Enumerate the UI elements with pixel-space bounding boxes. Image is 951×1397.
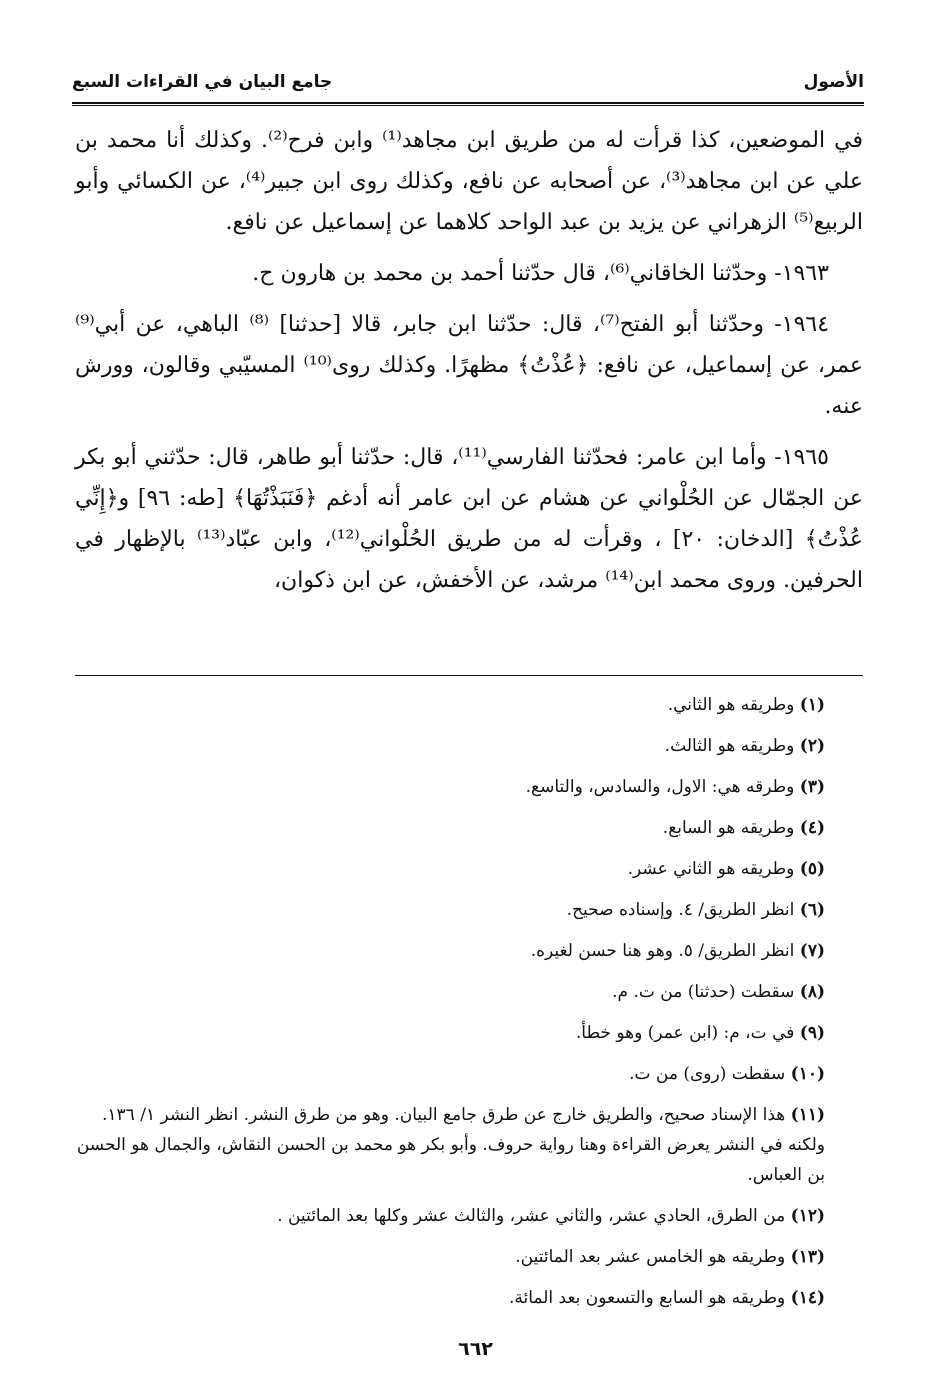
footnote-13 xyxy=(75,1242,825,1272)
footnote-text: في ت، م: (ابن عمر) وهو خطأ. xyxy=(575,1023,795,1043)
footnote-text: وطريقه هو السابع والتسعون بعد المائة. xyxy=(508,1288,786,1308)
footnote-number: (١٠) xyxy=(790,1064,825,1084)
footnote-text: وطريقه هو الثاني عشر. xyxy=(627,859,795,879)
paragraph-1965: ١٩٦٥- وأما ابن عامر: فحدّثنا الفارسي⁽¹¹⁾، قال: حدّثنا أبو طاهر، قال: حدّثني أبو بكر عن الجمّال عن الحُلْواني عن هشام عن ابن عامر أنه أدغم ﴿فَنَبَذْتُهَا﴾ [طه: ٩٦] و﴿إِنِّي عُذْتُ﴾ [الدخان: ٢٠] ، وقرأت له من طريق الحُلْواني⁽¹²⁾، وابن عبّاد⁽¹³⁾ بالإظهار في الحرفين. وروى محمد ابن⁽¹⁴⁾ مرشد، عن الأخفش، عن ابن ذكوان، xyxy=(75,445,864,593)
footnote-2 xyxy=(75,731,825,761)
footnote-text: انظر الطريق/ ٥. وهو هنا حسن لغيره. xyxy=(530,941,795,961)
footnote-7 xyxy=(75,936,825,966)
footnote-text: وطرقه هي: الاول، والسادس، والتاسع. xyxy=(525,777,795,797)
footnote-text: وطريقه هو الثالث. xyxy=(664,736,795,756)
footnote-separator xyxy=(75,675,863,676)
footnote-12 xyxy=(75,1201,825,1231)
footnote-number: (٩) xyxy=(799,1023,825,1043)
footnote-number: (١٢) xyxy=(790,1206,825,1226)
page-number: ٦٦٢ xyxy=(458,1338,493,1360)
footnote-text: وطريقه هو السابع. xyxy=(662,818,795,838)
footnote-number: (٥) xyxy=(799,859,825,879)
footnote-number: (١) xyxy=(799,695,825,715)
footnote-text: من الطرق، الحادي عشر، والثاني عشر، والثالث عشر وكلها بعد المائتين . xyxy=(277,1206,786,1226)
footnote-6 xyxy=(75,895,825,925)
footnote-5 xyxy=(75,854,825,884)
header-rule xyxy=(72,102,864,106)
footnote-number: (١١) xyxy=(790,1105,825,1125)
footnote-number: (٧) xyxy=(799,941,825,961)
footnote-1 xyxy=(75,690,825,720)
running-header xyxy=(72,66,864,100)
main-text xyxy=(75,120,863,611)
book-title: جامع البيان في القراءات السبع xyxy=(72,72,333,92)
footnote-number: (١٤) xyxy=(790,1288,825,1308)
footnote-text: انظر الطريق/ ٤. وإسناده صحيح. xyxy=(566,900,795,920)
paragraph-continuation: في الموضعين، كذا قرأت له من طريق ابن مجاهد⁽¹⁾ وابن فرح⁽²⁾. وكذلك أنا محمد بن علي عن ابن مجاهد⁽³⁾، عن أصحابه عن نافع، وكذلك روى ابن جبير⁽⁴⁾، عن الكسائي وأبو الربيع⁽⁵⁾ الزهراني عن يزيد بن عبد الواحد كلاهما عن إسماعيل عن نافع. xyxy=(75,128,863,235)
footnote-number: (٨) xyxy=(799,982,825,1002)
footnote-text: وطريقه هو الخامس عشر بعد المائتين. xyxy=(515,1247,786,1267)
footnote-text: سقطت (روى) من ت. xyxy=(629,1064,786,1084)
footnote-10 xyxy=(75,1059,825,1089)
footnote-text: وطريقه هو الثاني. xyxy=(667,695,795,715)
footnote-number: (٦) xyxy=(799,900,825,920)
footnote-number: (٣) xyxy=(799,777,825,797)
footnotes xyxy=(75,690,825,1324)
footnote-8 xyxy=(75,977,825,1007)
footnote-4 xyxy=(75,813,825,843)
footnote-14 xyxy=(75,1283,825,1313)
section-title: الأصول xyxy=(803,72,864,92)
paragraph-1964: ١٩٦٤- وحدّثنا أبو الفتح⁽⁷⁾، قال: حدّثنا ابن جابر، قالا [حدثنا] ⁽⁸⁾ الباهي، عن أبي⁽⁹⁾ عمر، عن إسماعيل، عن نافع: ﴿عُذْتُ﴾ مظهرًا. وكذلك روى⁽¹⁰⁾ المسيّبي وقالون، وورش عنه. xyxy=(75,312,863,419)
footnote-text: سقطت (حدثنا) من ت. م. xyxy=(612,982,795,1002)
footnote-number: (١٣) xyxy=(790,1247,825,1267)
paragraph-1963: ١٩٦٣- وحدّثنا الخاقاني⁽⁶⁾، قال حدّثنا أحمد بن محمد بن هارون ح. xyxy=(252,261,829,286)
footnote-number: (٤) xyxy=(799,818,825,838)
footnote-3 xyxy=(75,772,825,802)
footnote-text: هذا الإسناد صحيح، والطريق خارج عن طرق جامع البيان. وهو من طرق النشر. انظر النشر ١/ ١٣٦. ولكنه في النشر يعرض القراءة وهنا رواية حروف. وأبو بكر هو محمد بن الحسن النقاش، والجمال هو الحسن بن العباس. xyxy=(76,1105,825,1185)
footnote-11 xyxy=(75,1100,825,1190)
footnote-9 xyxy=(75,1018,825,1048)
footnote-number: (٢) xyxy=(799,736,825,756)
